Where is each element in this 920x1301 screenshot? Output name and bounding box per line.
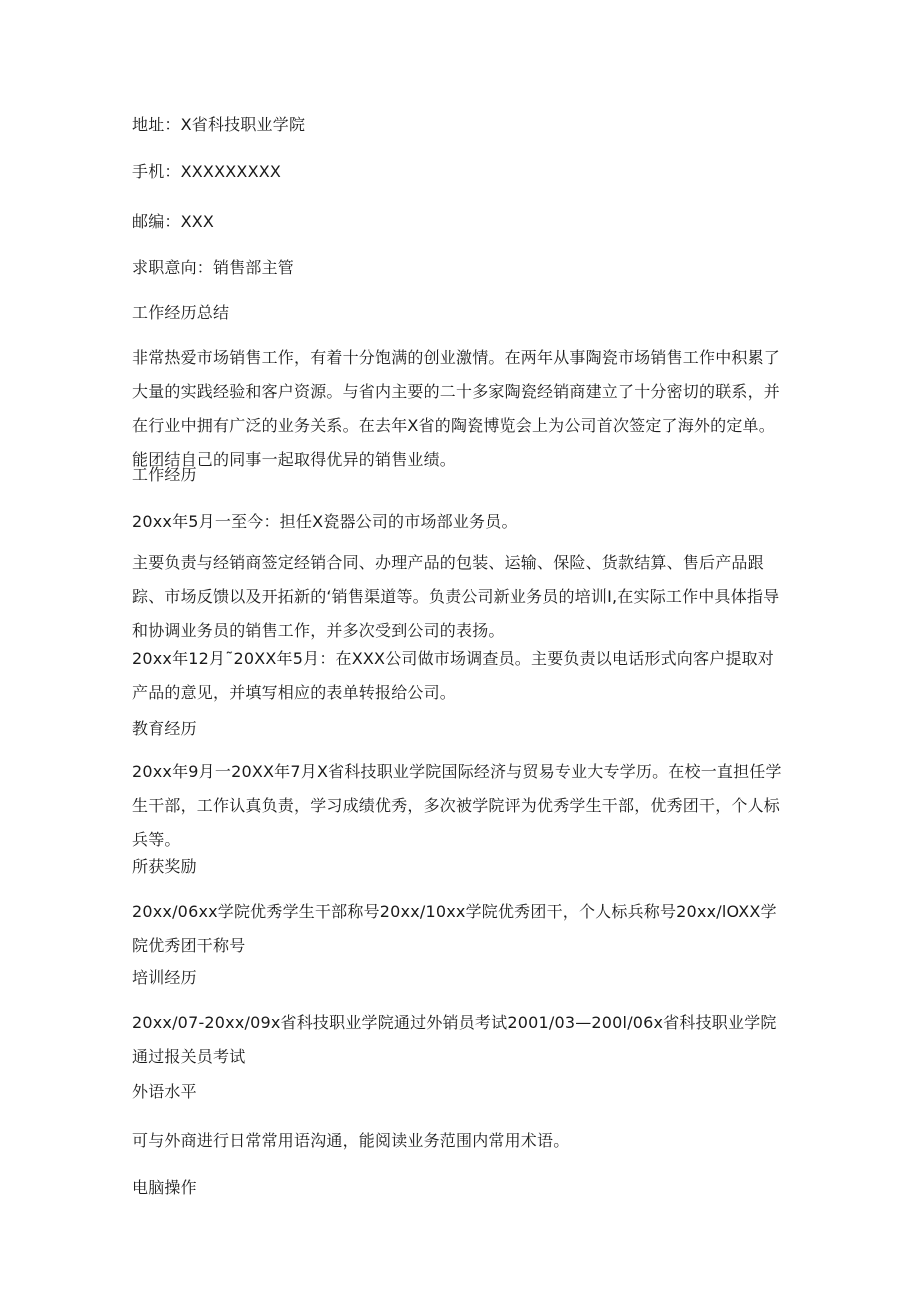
job-objective-line: 求职意向：销售部主管 [132,258,295,277]
work-heading: 工作经历 [132,465,197,484]
computer-heading: 电脑操作 [132,1178,197,1197]
postcode-line: 邮编：XXX [132,212,215,231]
education-heading: 教育经历 [132,719,197,738]
awards-heading: 所获奖励 [132,857,197,876]
language-paragraph: 可与外商进行日常常用语沟通，能阅读业务范围内常用术语。 [132,1131,570,1150]
language-heading: 外语水平 [132,1082,197,1101]
awards-paragraph: 20xx/06xx学院优秀学生干部称号20xx/10xx学院优秀团干，个人标兵称号20xx/lOXX学院优秀团干称号 [132,902,777,955]
address-line: 地址：X省科技职业学院 [132,115,306,134]
work-entry-1: 20xx年5月一至今：担任X瓷器公司的市场部业务员。 [132,512,518,531]
phone-line: 手机：XXXXXXXXX [132,162,282,181]
work-entry-2: 20xx年12月˜20XX年5月：在XXX公司做市场调查员。主要负责以电话形式向客户提取对产品的意见，并填写相应的表单转报给公司。 [132,649,775,702]
summary-heading: 工作经历总结 [132,303,230,322]
training-paragraph: 20xx/07-20xx/09x省科技职业学院通过外销员考试2001/03—200l/06x省科技职业学院通过报关员考试 [132,1013,777,1066]
training-heading: 培训经历 [132,968,197,987]
work-entry-1-detail: 主要负责与经销商签定经销合同、办理产品的包装、运输、保险、货款结算、售后产品跟踪、市场反馈以及开拓新的‘销售渠道等。负责公司新业务员的培训I,在实际工作中具体指导和协调业务员的销售工作，并多次受到公司的表扬。 [132,553,780,640]
education-paragraph: 20xx年9月一20XX年7月X省科技职业学院国际经济与贸易专业大专学历。在校一直担任学生干部，工作认真负责，学习成绩优秀，多次被学院评为优秀学生干部，优秀团干，个人标兵等。 [132,762,782,849]
summary-paragraph: 非常热爱市场销售工作，有着十分饱满的创业激情。在两年从事陶瓷市场销售工作中积累了大量的实践经验和客户资源。与省内主要的二十多家陶瓷经销商建立了十分密切的联系，并在行业中拥有广泛的业务关系。在去年X省的陶瓷博览会上为公司首次签定了海外的定单。能团结自己的同事一起取得优异的销售业绩。 [132,348,781,469]
